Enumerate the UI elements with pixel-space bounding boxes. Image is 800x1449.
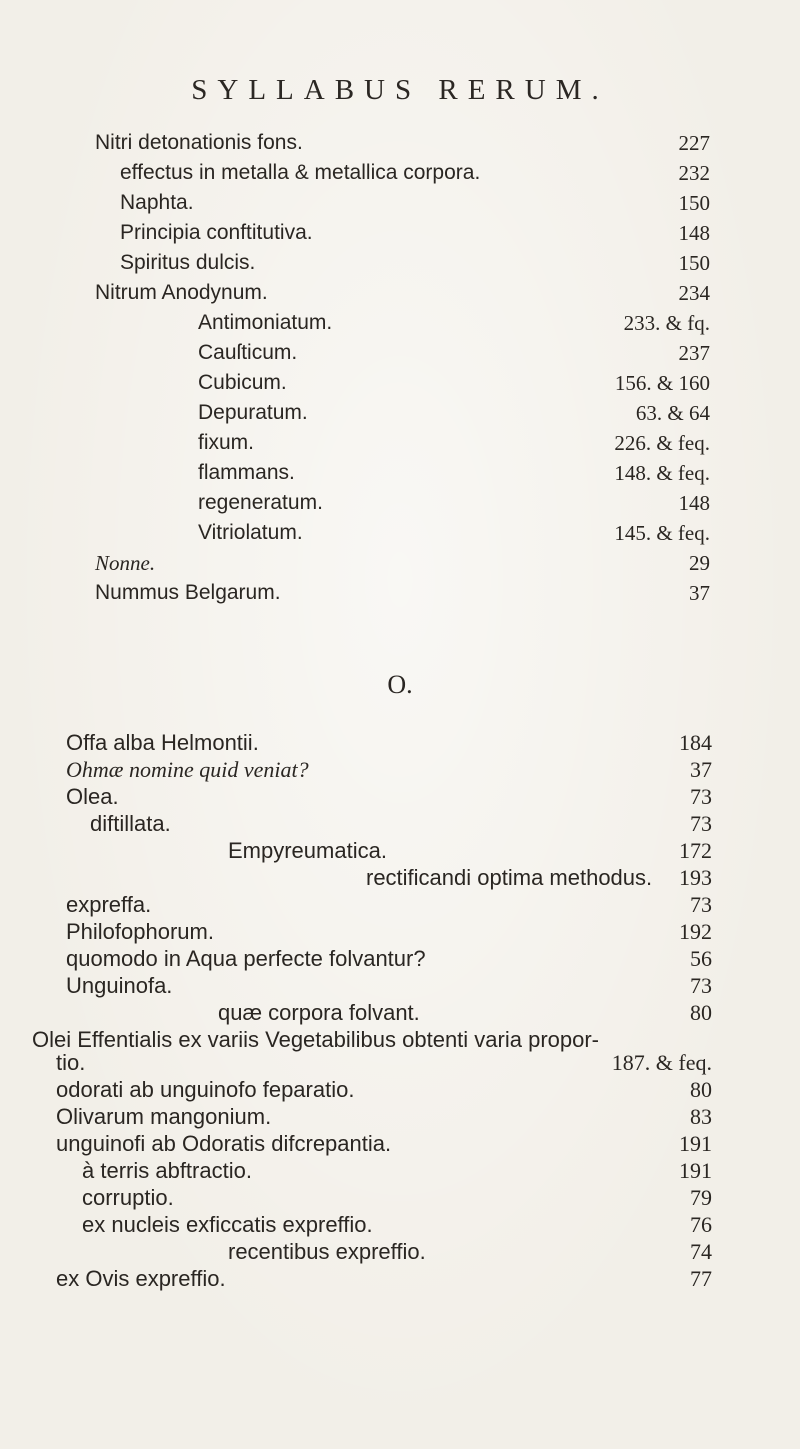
entry-term: Antimoniatum. bbox=[198, 311, 333, 334]
entry-term: rectificandi optima methodus. bbox=[366, 865, 653, 890]
index-entry bbox=[0, 971, 800, 1001]
index-entry bbox=[0, 917, 800, 947]
index-entry bbox=[0, 338, 800, 368]
entry-term: Philofophorum. bbox=[66, 919, 214, 944]
index-entry bbox=[0, 428, 800, 458]
entry-page-ref: 148 bbox=[678, 221, 710, 245]
entry-page-ref: 73 bbox=[690, 784, 712, 809]
entry-page-ref: 148 bbox=[678, 491, 710, 515]
entry-page-ref: 37 bbox=[690, 757, 712, 782]
entry-term-text: Ohmæ nomine quid veniat? bbox=[66, 757, 309, 782]
entry-term: Nitrum Anodynum. bbox=[95, 281, 268, 304]
index-entry bbox=[0, 248, 800, 278]
entry-page-ref: 226. & feq. bbox=[614, 431, 710, 455]
index-entry bbox=[0, 1183, 800, 1213]
index-entry bbox=[0, 308, 800, 338]
index-entry bbox=[0, 1210, 800, 1240]
entry-term: Vitriolatum. bbox=[198, 521, 303, 544]
entry-page-ref: 234 bbox=[678, 281, 710, 305]
entry-page-ref: 232 bbox=[678, 161, 710, 185]
index-entry bbox=[0, 548, 800, 578]
entry-term: Nonne. bbox=[95, 551, 156, 575]
running-head: SYLLABUS RERUM. bbox=[191, 74, 609, 106]
entry-term: Depuratum. bbox=[198, 401, 308, 424]
index-entry bbox=[0, 998, 800, 1028]
entry-page-ref: 172 bbox=[679, 838, 712, 863]
index-entry bbox=[0, 755, 800, 785]
entry-term: corruptio. bbox=[82, 1185, 174, 1210]
entry-page-ref: 237 bbox=[678, 341, 710, 365]
index-entry bbox=[0, 1237, 800, 1267]
entry-page-ref: 150 bbox=[678, 191, 710, 215]
index-entry bbox=[0, 458, 800, 488]
index-entry bbox=[0, 944, 800, 974]
entry-term: Offa alba Helmontii. bbox=[66, 730, 259, 755]
entry-term: quæ corpora folvant. bbox=[218, 1000, 420, 1025]
index-entry bbox=[0, 158, 800, 188]
entry-page-ref: 192 bbox=[679, 919, 712, 944]
entry-page-ref: 193 bbox=[679, 865, 712, 890]
entry-term: flammans. bbox=[198, 461, 295, 484]
entry-page-ref: 184 bbox=[679, 730, 712, 755]
entry-page-ref: 74 bbox=[690, 1239, 712, 1264]
index-entry bbox=[0, 1075, 800, 1105]
entry-page-ref: 191 bbox=[679, 1131, 712, 1156]
index-entry bbox=[0, 809, 800, 839]
entry-term: Cubicum. bbox=[198, 371, 287, 394]
entry-page-ref: 63. & 64 bbox=[635, 401, 710, 425]
entry-page-ref: 77 bbox=[690, 1266, 712, 1291]
entry-term: ex nucleis exficcatis expreffio. bbox=[82, 1212, 373, 1237]
entry-term bbox=[66, 755, 309, 785]
entry-term: Nummus Belgarum. bbox=[95, 581, 281, 604]
entry-term: Olea. bbox=[66, 784, 119, 809]
entry-page-ref: 148. & feq. bbox=[614, 461, 710, 485]
entry-page-ref: 76 bbox=[690, 1212, 712, 1237]
entry-page-ref: 83 bbox=[690, 1104, 712, 1129]
index-entry bbox=[0, 863, 800, 893]
index-entry bbox=[0, 728, 800, 758]
index-entry bbox=[0, 1102, 800, 1132]
index-entry bbox=[0, 128, 800, 158]
entry-page-ref: 80 bbox=[690, 1077, 712, 1102]
index-entry bbox=[0, 368, 800, 398]
index-entry bbox=[0, 188, 800, 218]
entry-term: expreffa. bbox=[66, 892, 152, 917]
entry-term: ex Ovis expreffio. bbox=[56, 1266, 226, 1291]
entry-page-ref: 37 bbox=[689, 581, 710, 605]
entry-page-ref: 80 bbox=[690, 1000, 712, 1025]
entry-page-ref: 187. & feq. bbox=[611, 1050, 712, 1075]
entry-page-ref: 150 bbox=[678, 251, 710, 275]
entry-term: regeneratum. bbox=[198, 491, 323, 514]
entry-term: odorati ab unguinofo feparatio. bbox=[56, 1077, 355, 1102]
entry-term: Spiritus dulcis. bbox=[120, 251, 256, 274]
index-entry bbox=[0, 218, 800, 248]
entry-term: Olivarum mangonium. bbox=[56, 1104, 272, 1129]
entry-page-ref: 73 bbox=[690, 811, 712, 836]
entry-term: diftillata. bbox=[90, 811, 171, 836]
entry-term: unguinofi ab Odoratis difcrepantia. bbox=[56, 1131, 392, 1156]
index-entry bbox=[0, 836, 800, 866]
index-entry bbox=[0, 890, 800, 920]
index-entry bbox=[0, 488, 800, 518]
entry-term: tio. bbox=[56, 1050, 86, 1075]
entry-term: Naphta. bbox=[120, 191, 194, 214]
entry-page-ref: 191 bbox=[679, 1158, 712, 1183]
entry-page-ref: 56 bbox=[690, 946, 712, 971]
index-entry bbox=[0, 398, 800, 428]
index-entry bbox=[0, 1264, 800, 1294]
entry-term: quomodo in Aqua perfecte folvantur? bbox=[66, 946, 426, 971]
entry-page-ref: 233. & fq. bbox=[623, 311, 710, 335]
index-entry bbox=[0, 578, 800, 608]
entry-term: Unguinofa. bbox=[66, 973, 173, 998]
entry-page-ref: 73 bbox=[690, 973, 712, 998]
entry-term: Cauſticum. bbox=[198, 341, 298, 364]
index-entry bbox=[0, 782, 800, 812]
entry-term: effectus in metalla & metallica corpora. bbox=[120, 161, 481, 184]
index-entry bbox=[0, 1156, 800, 1186]
entry-page-ref: 156. & 160 bbox=[614, 371, 710, 395]
entry-term: Nitri detonationis fons. bbox=[95, 131, 303, 154]
index-entry bbox=[0, 1129, 800, 1159]
index-entry bbox=[0, 1048, 800, 1078]
index-entry bbox=[0, 278, 800, 308]
entry-term: fixum. bbox=[198, 431, 255, 454]
entry-term: à terris abftractio. bbox=[82, 1158, 252, 1183]
entry-page-ref: 145. & feq. bbox=[614, 521, 710, 545]
index-entry bbox=[0, 518, 800, 548]
entry-page-ref: 79 bbox=[690, 1185, 712, 1210]
entry-page-ref: 73 bbox=[690, 892, 712, 917]
entry-term: Olei Effentialis ex variis Vegetabilibus obtenti varia propor- bbox=[32, 1027, 600, 1052]
section-letter-heading: O. bbox=[387, 670, 413, 699]
entry-term: Empyreumatica. bbox=[228, 838, 387, 863]
entry-term: recentibus expreffio. bbox=[228, 1239, 426, 1264]
entry-page-ref: 227 bbox=[678, 131, 710, 155]
entry-term: Principia conftitutiva. bbox=[120, 221, 313, 244]
entry-page-ref: 29 bbox=[689, 551, 710, 575]
